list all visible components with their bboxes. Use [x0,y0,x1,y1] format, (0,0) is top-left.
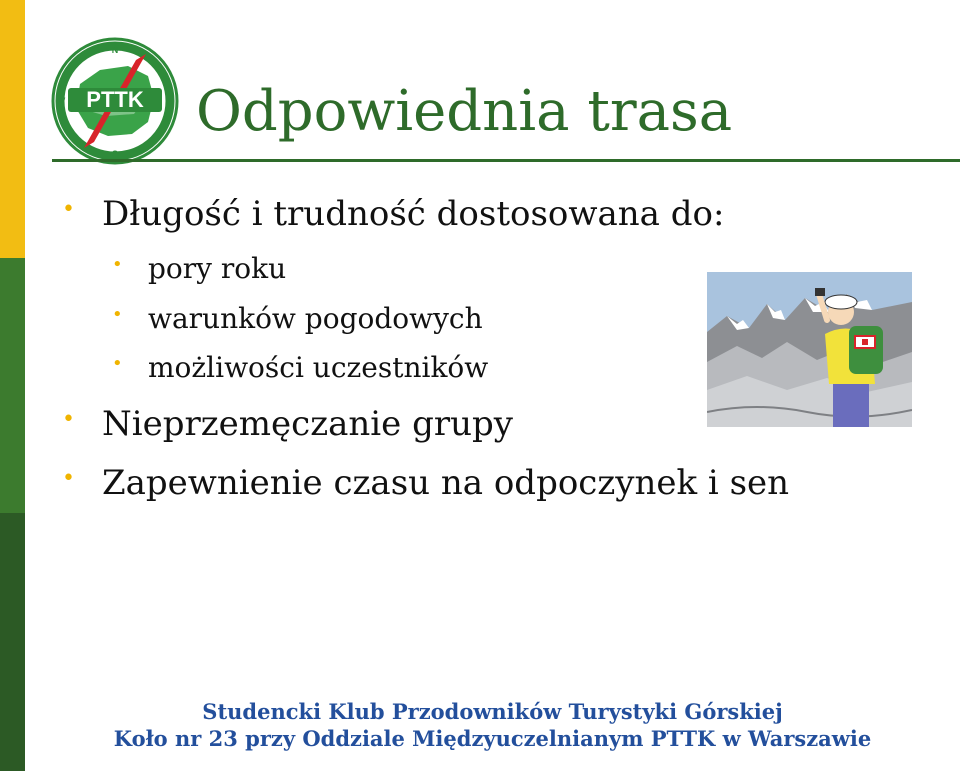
bullet-text: Zapewnienie czasu na odpoczynek i sen [102,463,790,503]
bullet-dot-icon: • [112,254,123,275]
footer-club-branch: Koło nr 23 przy Oddziale Międzyuczelnianym PTTK w Warszawie [113,726,872,751]
bullet-dot-icon: • [112,353,123,374]
pttk-logo [50,36,180,166]
title-divider [52,159,960,162]
sub-bullet-item [112,351,489,384]
compass-south-label: S [111,149,119,159]
compass-east-label: E [165,96,173,106]
bullet-dot-icon: • [62,466,75,491]
bullet-text: warunków pogodowych [148,302,483,335]
sub-bullet-item [112,302,483,335]
bullet-dot-icon: • [62,197,75,222]
compass-west-label: W [56,96,66,106]
bullet-text: Nieprzemęczanie grupy [102,404,513,444]
compass-north-label: N [111,45,119,55]
sidebar-yellow-strip [0,0,25,258]
bullet-dot-icon: • [112,304,123,325]
slide-title: Odpowiednia trasa [196,79,733,144]
footer-club-name: Studencki Klub Przodowników Turystyki Górskiej [202,699,783,724]
bullet-text: możliwości uczestników [148,351,489,384]
bullet-text: Długość i trudność dostosowana do: [102,194,725,234]
sub-bullet-item [112,252,287,285]
bullet-item [62,463,790,503]
bullet-item [62,194,725,234]
hiker-mountains-clipart [707,272,912,427]
bullet-item [62,404,513,444]
bullet-dot-icon: • [62,407,75,432]
sidebar-green-strip [0,258,25,513]
bullet-text: pory roku [148,252,287,285]
logo-text: PTTK [86,87,144,112]
sidebar-dark-green-strip [0,513,25,771]
